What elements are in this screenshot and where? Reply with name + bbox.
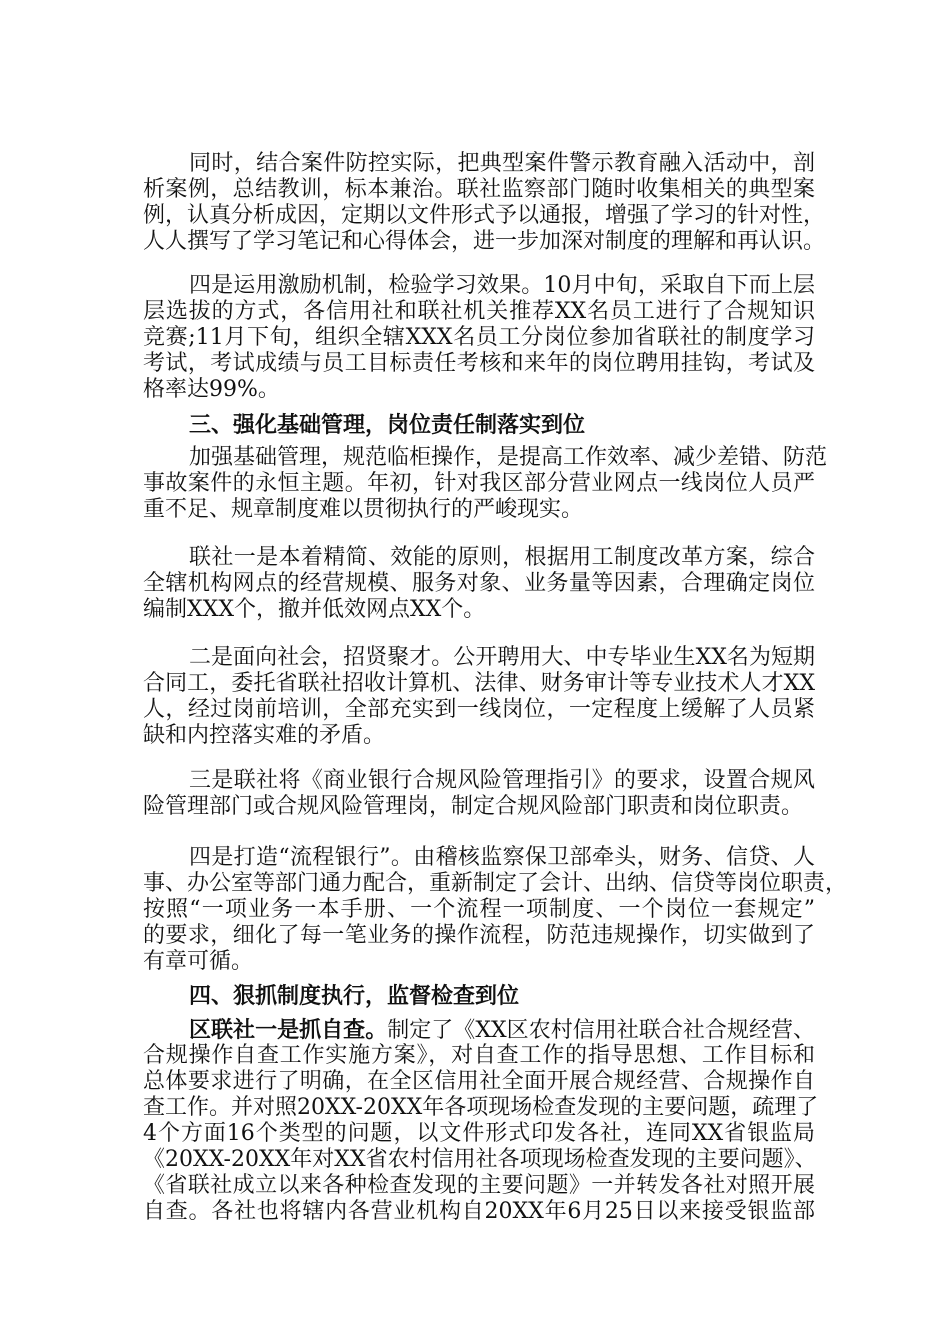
text-line: 四是运用激励机制，检验学习效果。10月中旬，采取自下而上层: [189, 273, 815, 298]
text-line: 合规操作自查工作实施方案》，对自查工作的指导思想、工作目标和: [143, 1043, 815, 1068]
text-line: 重不足、规章制度难以贯彻执行的严峻现实。: [143, 497, 584, 522]
text-line: 层选拔的方式，各信用社和联社机关推荐XX名员工进行了合规知识: [143, 299, 815, 324]
section-heading-3: [143, 412, 815, 438]
text-line: 例，认真分析成因，定期以文件形式予以通报，增强了学习的针对性，: [143, 203, 826, 228]
text-line: 《省联社成立以来各种检查发现的主要问题》一并转发各社对照开展: [143, 1173, 815, 1198]
text-line: 4个方面16个类型的问题，以文件形式印发各社，连同XX省银监局: [143, 1121, 815, 1146]
text-line: 同时，结合案件防控实际，把典型案件警示教育融入活动中，剖: [189, 151, 815, 176]
text-line: 有章可循。: [143, 949, 254, 974]
text-line: 自查。各社也将辖内各营业机构自20XX年6月25日以来接受银监部: [143, 1199, 815, 1224]
text-line: 缺和内控落实难的矛盾。: [143, 723, 386, 748]
text-line: 险管理部门或合规风险管理岗，制定合规风险部门职责和岗位职责。: [143, 794, 804, 819]
text-line: 加强基础管理，规范临柜操作，是提高工作效率、减少差错、防范: [189, 445, 828, 470]
text-line: 查工作。并对照20XX-20XX年各项现场检查发现的主要问题，疏理了: [143, 1095, 819, 1120]
text-line: 考试，考试成绩与员工目标责任考核和来年的岗位聘用挂钩，考试及: [143, 351, 815, 376]
text-line: 按照“一项业务一本手册、一个流程一项制度、一个岗位一套规定”: [143, 897, 815, 922]
section-heading-4: [143, 983, 815, 1009]
text-line: 事故案件的永恒主题。年初，针对我区部分营业网点一线岗位人员严: [143, 471, 815, 496]
text-span: 制定了《XX区农村信用社联合社合规经营、: [387, 1018, 815, 1043]
text-line: 的要求，细化了每一笔业务的操作流程，防范违规操作，切实做到了: [143, 923, 815, 948]
text-line: 编制XXX个，撤并低效网点XX个。: [143, 597, 486, 622]
text-line: 《20XX-20XX年对XX省农村信用社各项现场检查发现的主要问题》、: [143, 1147, 817, 1172]
paragraph-case-warning: [143, 151, 826, 255]
paragraph-compliance-dept: [143, 768, 815, 820]
heading-text: 三、强化基础管理，岗位责任制落实到位: [189, 412, 586, 438]
text-line: 三是联社将《商业银行合规风险管理指引》的要求，设置合规风: [189, 768, 815, 793]
text-line: 联社一是本着精简、效能的原则，根据用工制度改革方案，综合: [189, 545, 815, 570]
text-line: [143, 1017, 815, 1043]
text-line: 二是面向社会，招贤聚才。公开聘用大、中专毕业生XX名为短期: [189, 645, 815, 670]
text-line: 人人撰写了学习笔记和心得体会，进一步加深对制度的理解和再认识。: [143, 229, 826, 254]
lead-phrase: 区联社一是抓自查。: [189, 1017, 388, 1043]
paragraph-staffing: [143, 545, 815, 623]
heading-text: 四、狠抓制度执行，监督检查到位: [189, 983, 520, 1009]
text-line: 析案例，总结教训，标本兼治。联社监察部门随时收集相关的典型案: [143, 177, 815, 202]
paragraph-process-bank: [143, 845, 848, 975]
paragraph-basic-management: [143, 445, 828, 523]
text-line: 四是打造“流程银行”。由稽核监察保卫部牵头，财务、信贷、人: [189, 845, 815, 870]
text-line: 全辖机构网点的经营规模、服务对象、业务量等因素，合理确定岗位: [143, 571, 815, 596]
paragraph-self-inspection: [143, 1017, 819, 1225]
text-line: 总体要求进行了明确，在全区信用社全面开展合规经营、合规操作自: [143, 1069, 815, 1094]
paragraph-incentive: [143, 273, 815, 403]
text-line: 人，经过岗前培训，全部充实到一线岗位，一定程度上缓解了人员紧: [143, 697, 815, 722]
text-line: 格率达99%。: [143, 377, 280, 402]
paragraph-recruitment: [143, 645, 815, 749]
text-line: 事、办公室等部门通力配合，重新制定了会计、出纳、信贷等岗位职责，: [143, 871, 848, 896]
text-line: 合同工，委托省联社招收计算机、法律、财务审计等专业技术人才XX: [143, 671, 815, 696]
text-line: 竞赛;11月下旬，组织全辖XXX名员工分岗位参加省联社的制度学习: [143, 325, 815, 350]
